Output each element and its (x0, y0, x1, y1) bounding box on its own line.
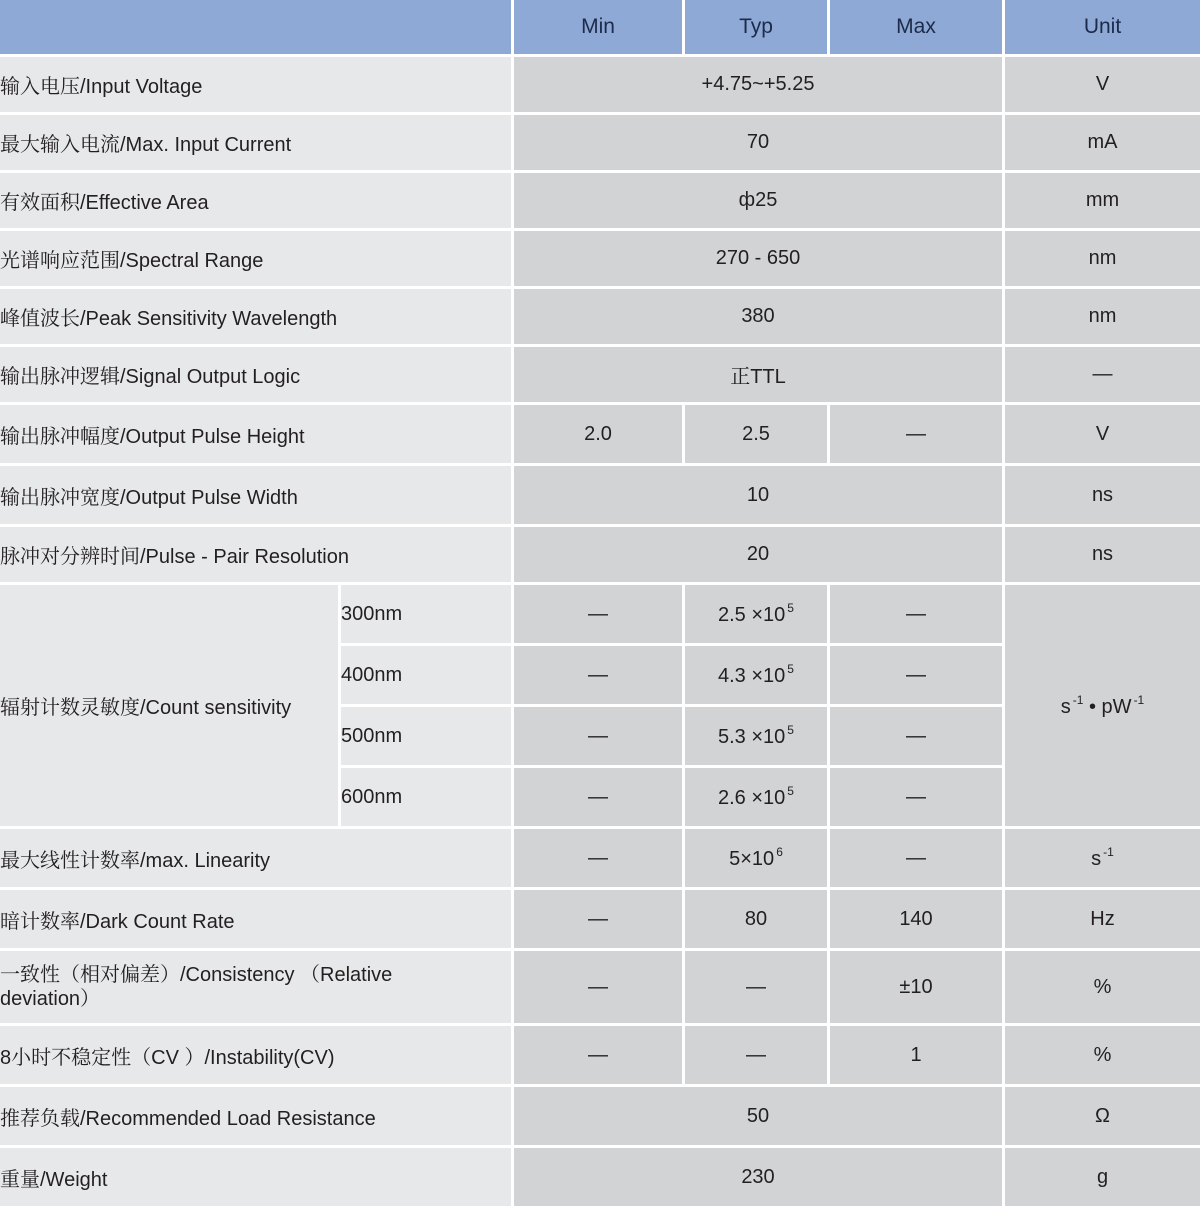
table-row (0, 231, 1200, 286)
row-label: 推荐负载/Recommended Load Resistance (0, 1087, 511, 1145)
table-row (0, 1148, 1200, 1206)
linearity-typ-base: 5×10 (729, 848, 775, 870)
header-row (0, 0, 1200, 54)
table-row (0, 829, 1200, 887)
sensitivity-typ-base: 2.6 ×10 (718, 787, 786, 809)
table-row (0, 173, 1200, 228)
table-row (0, 115, 1200, 170)
header-unit: Unit (1005, 0, 1200, 54)
table-row (0, 890, 1200, 948)
row-label: 输出脉冲逻辑/Signal Output Logic (0, 347, 511, 402)
linearity-unit-base: s (1091, 848, 1102, 870)
table-row (0, 527, 1200, 582)
sensitivity-unit-exp1: -1 (1072, 692, 1084, 707)
row-label: 峰值波长/Peak Sensitivity Wavelength (0, 289, 511, 344)
sensitivity-min: — (514, 707, 682, 765)
table-row (0, 57, 1200, 112)
row-min: — (514, 951, 682, 1023)
row-value: 70 (514, 115, 1002, 170)
row-value: 230 (514, 1148, 1002, 1206)
row-max: — (830, 405, 1002, 463)
header-max: Max (830, 0, 1002, 54)
sensitivity-label: 辐射计数灵敏度/Count sensitivity (0, 585, 338, 826)
row-max: — (830, 829, 1002, 887)
table-row (0, 1087, 1200, 1145)
row-unit: mA (1005, 115, 1200, 170)
sensitivity-typ-exp: 5 (787, 601, 794, 615)
row-typ: 80 (685, 890, 827, 948)
sensitivity-wavelength: 600nm (341, 768, 511, 826)
row-typ: — (685, 951, 827, 1023)
row-value: +4.75~+5.25 (514, 57, 1002, 112)
row-label: 输出脉冲宽度/Output Pulse Width (0, 466, 511, 524)
row-max: 140 (830, 890, 1002, 948)
sensitivity-typ-base: 2.5 ×10 (718, 604, 786, 626)
row-unit: V (1005, 57, 1200, 112)
row-label: 8小时不稳定性（CV ）/Instability(CV) (0, 1026, 511, 1084)
row-unit: nm (1005, 231, 1200, 286)
header-parameter (0, 0, 511, 54)
sensitivity-unit-exp2: -1 (1133, 692, 1145, 707)
sensitivity-typ-base: 4.3 ×10 (718, 665, 786, 687)
sensitivity-row (0, 585, 1200, 643)
row-value: 50 (514, 1087, 1002, 1145)
sensitivity-max: — (830, 768, 1002, 826)
sensitivity-min: — (514, 646, 682, 704)
row-min: — (514, 1026, 682, 1084)
row-max: 1 (830, 1026, 1002, 1084)
row-unit: V (1005, 405, 1200, 463)
table-row (0, 289, 1200, 344)
row-value: 10 (514, 466, 1002, 524)
sensitivity-unit-base1: s (1060, 695, 1071, 718)
sensitivity-typ (685, 585, 827, 643)
row-unit: ns (1005, 527, 1200, 582)
row-unit: % (1005, 1026, 1200, 1084)
row-min: — (514, 829, 682, 887)
row-value: 380 (514, 289, 1002, 344)
table-row (0, 347, 1200, 402)
sensitivity-typ-exp: 5 (787, 723, 794, 737)
row-label: 输入电压/Input Voltage (0, 57, 511, 112)
row-unit: mm (1005, 173, 1200, 228)
row-label: 光谱响应范围/Spectral Range (0, 231, 511, 286)
row-label: 输出脉冲幅度/Output Pulse Height (0, 405, 511, 463)
header-typ: Typ (685, 0, 827, 54)
row-typ (685, 829, 827, 887)
row-unit: ns (1005, 466, 1200, 524)
row-label: 最大输入电流/Max. Input Current (0, 115, 511, 170)
row-value: 270 - 650 (514, 231, 1002, 286)
table-row (0, 951, 1200, 1023)
sensitivity-typ-exp: 5 (787, 662, 794, 676)
sensitivity-max: — (830, 646, 1002, 704)
sensitivity-typ-exp: 5 (787, 784, 794, 798)
sensitivity-typ (685, 768, 827, 826)
sensitivity-typ-base: 5.3 ×10 (718, 726, 786, 748)
sensitivity-max: — (830, 707, 1002, 765)
sensitivity-max: — (830, 585, 1002, 643)
row-min: — (514, 890, 682, 948)
row-label: 脉冲对分辨时间/Pulse - Pair Resolution (0, 527, 511, 582)
row-max: ±10 (830, 951, 1002, 1023)
linearity-unit-exp: -1 (1103, 845, 1114, 859)
table-row (0, 1026, 1200, 1084)
row-typ: 2.5 (685, 405, 827, 463)
row-label: 暗计数率/Dark Count Rate (0, 890, 511, 948)
row-unit: — (1005, 347, 1200, 402)
header-min: Min (514, 0, 682, 54)
sensitivity-typ (685, 707, 827, 765)
row-label: 重量/Weight (0, 1148, 511, 1206)
sensitivity-wavelength: 500nm (341, 707, 511, 765)
row-unit: nm (1005, 289, 1200, 344)
sensitivity-unit (1005, 585, 1200, 826)
sensitivity-min: — (514, 768, 682, 826)
row-value: 正TTL (514, 347, 1002, 402)
linearity-typ-exp: 6 (776, 845, 783, 859)
table-row (0, 405, 1200, 463)
row-unit: % (1005, 951, 1200, 1023)
row-typ: — (685, 1026, 827, 1084)
table-row (0, 466, 1200, 524)
row-label: 最大线性计数率/max. Linearity (0, 829, 511, 887)
row-unit: Ω (1005, 1087, 1200, 1145)
row-value: ф25 (514, 173, 1002, 228)
sensitivity-wavelength: 400nm (341, 646, 511, 704)
row-label: 有效面积/Effective Area (0, 173, 511, 228)
row-min: 2.0 (514, 405, 682, 463)
sensitivity-typ (685, 646, 827, 704)
row-unit (1005, 829, 1200, 887)
row-unit: g (1005, 1148, 1200, 1206)
row-value: 20 (514, 527, 1002, 582)
sensitivity-min: — (514, 585, 682, 643)
sensitivity-wavelength: 300nm (341, 585, 511, 643)
sensitivity-unit-mid: • pW (1083, 695, 1132, 718)
row-label: 一致性（相对偏差）/Consistency （Relative deviation） (0, 951, 511, 1023)
row-unit: Hz (1005, 890, 1200, 948)
